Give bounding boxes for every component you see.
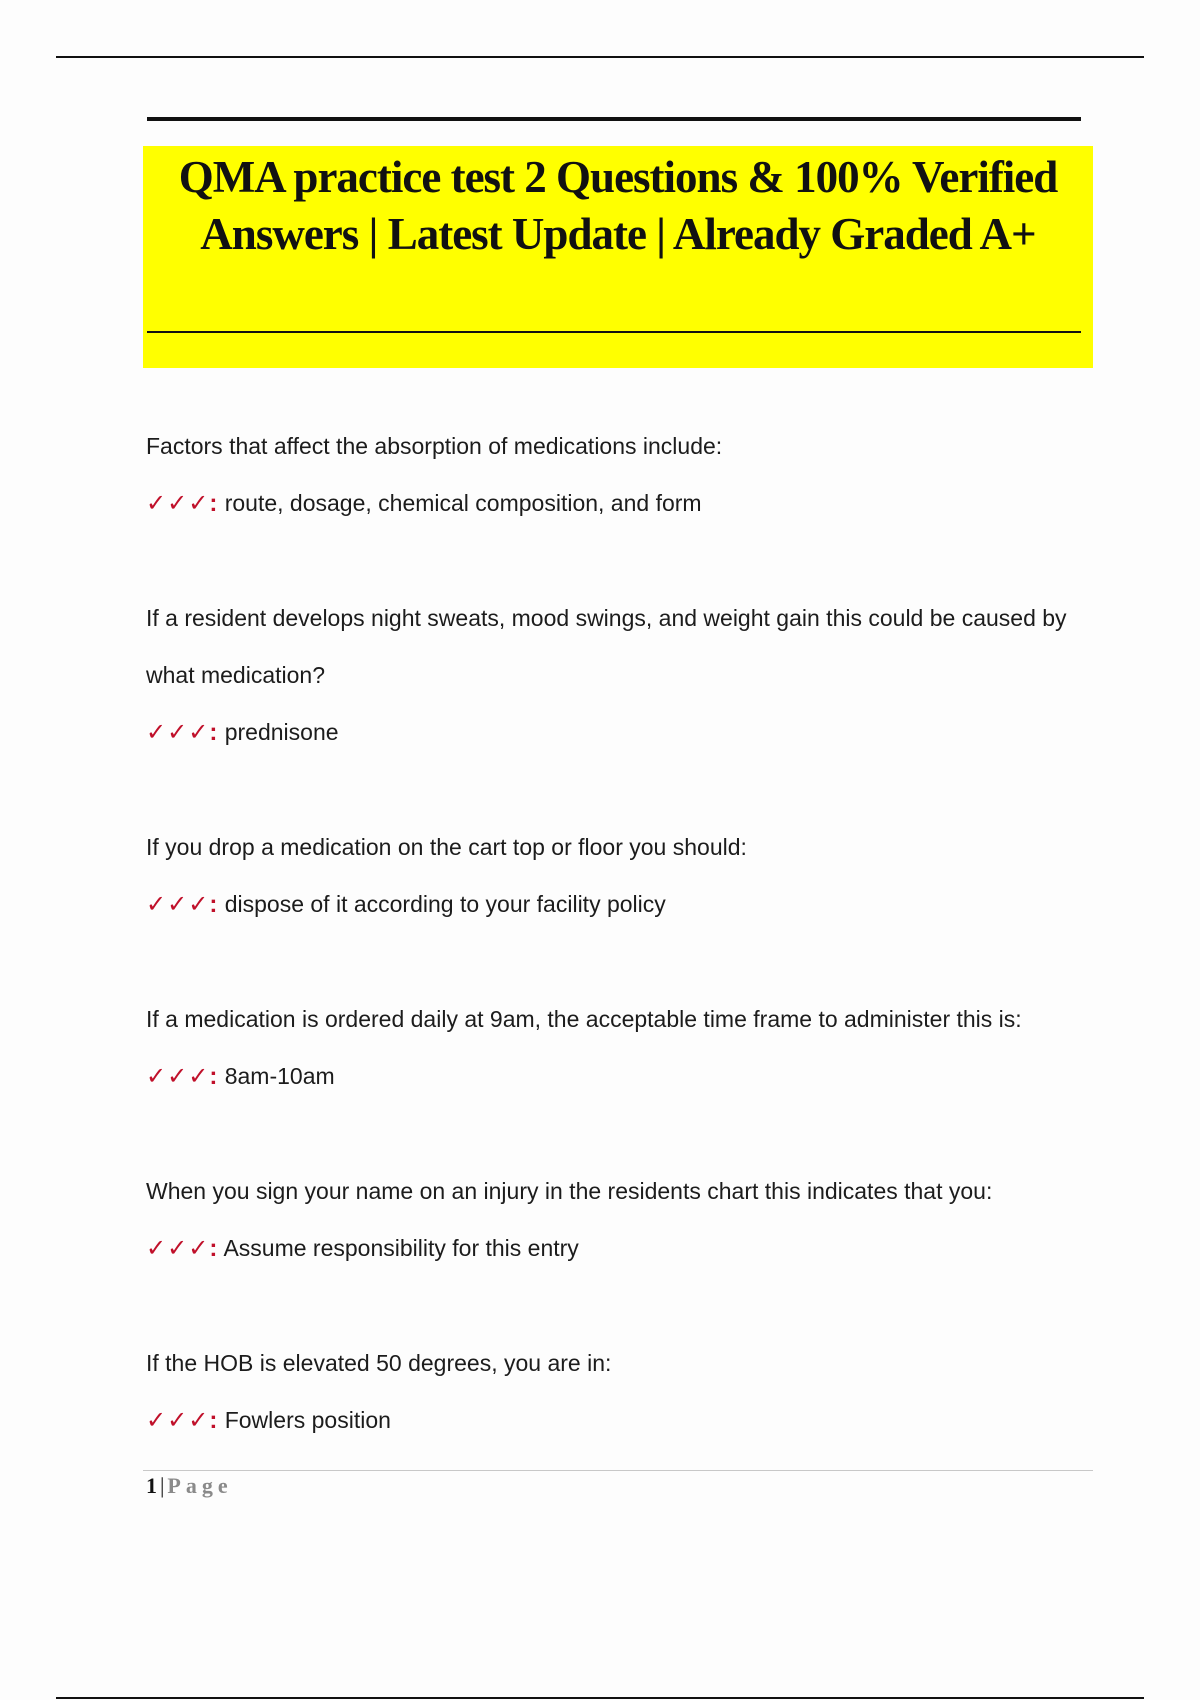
qa-list bbox=[146, 418, 1086, 1507]
qa-item bbox=[146, 590, 1086, 761]
qa-item bbox=[146, 991, 1086, 1105]
title-underline bbox=[147, 331, 1081, 333]
answer-line bbox=[146, 475, 1086, 532]
document-title: QMA practice test 2 Questions & 100% Verified Answers | Latest Update | Already Graded A+ bbox=[178, 152, 1058, 259]
answer-text: route, dosage, chemical composition, and form bbox=[224, 490, 702, 516]
footer-separator: | bbox=[160, 1473, 165, 1498]
qa-item bbox=[146, 819, 1086, 933]
checkmark-icon: ✓✓✓: bbox=[146, 1063, 219, 1090]
top-rule bbox=[56, 56, 1144, 58]
bottom-rule bbox=[56, 1697, 1144, 1699]
page-number: 1 bbox=[146, 1473, 157, 1498]
question-text: Factors that affect the absorption of medications include: bbox=[146, 433, 723, 459]
answer-line bbox=[146, 704, 1086, 761]
checkmark-icon: ✓✓✓: bbox=[146, 1407, 219, 1434]
answer-line bbox=[146, 1220, 1086, 1277]
page-label: Page bbox=[167, 1473, 233, 1498]
qa-item bbox=[146, 1163, 1086, 1277]
question-text: If the HOB is elevated 50 degrees, you are in: bbox=[146, 1350, 612, 1376]
question-text: If you drop a medication on the cart top or floor you should: bbox=[146, 834, 747, 860]
answer-text: dispose of it according to your facility policy bbox=[224, 891, 666, 917]
page-footer bbox=[146, 1472, 233, 1500]
checkmark-icon: ✓✓✓: bbox=[146, 1235, 219, 1262]
checkmark-icon: ✓✓✓: bbox=[146, 719, 219, 746]
question-text: When you sign your name on an injury in the residents chart this indicates that you: bbox=[146, 1178, 993, 1204]
title-banner bbox=[143, 146, 1093, 368]
answer-text: Fowlers position bbox=[224, 1407, 391, 1433]
qa-item bbox=[146, 418, 1086, 532]
checkmark-icon: ✓✓✓: bbox=[146, 490, 219, 517]
question-text: If a medication is ordered daily at 9am, the acceptable time frame to administer this is: bbox=[146, 1006, 1022, 1032]
answer-line bbox=[146, 1392, 1086, 1449]
answer-line bbox=[146, 1048, 1086, 1105]
answer-text: prednisone bbox=[224, 719, 339, 745]
header-rule bbox=[147, 117, 1081, 121]
footer-rule bbox=[143, 1470, 1093, 1471]
question-text: If a resident develops night sweats, mood swings, and weight gain this could be caused by what medication? bbox=[146, 605, 1067, 688]
answer-line bbox=[146, 876, 1086, 933]
checkmark-icon: ✓✓✓: bbox=[146, 891, 219, 918]
answer-text: 8am-10am bbox=[224, 1063, 335, 1089]
qa-item bbox=[146, 1335, 1086, 1449]
answer-text: Assume responsibility for this entry bbox=[223, 1235, 579, 1261]
